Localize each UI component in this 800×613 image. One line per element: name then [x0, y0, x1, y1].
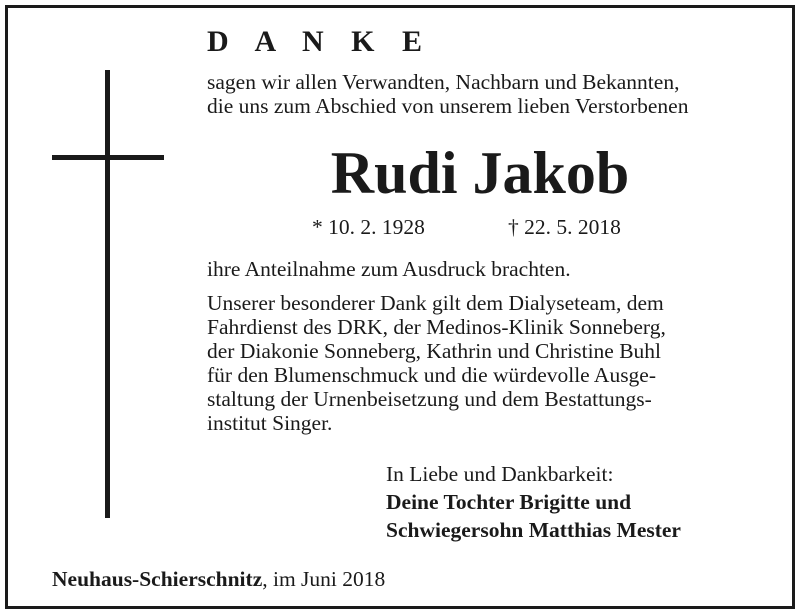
closing-block — [386, 460, 681, 544]
thanks-line: für den Blumenschmuck und die würdevolle Ausge- — [207, 363, 657, 387]
thanks-line: Fahrdienst des DRK, der Medinos-Klinik Sonneberg, — [207, 315, 666, 339]
death-date: † 22. 5. 2018 — [508, 215, 621, 239]
thanks-line: staltung der Urnenbeisetzung und dem Bestattungs- — [207, 387, 652, 411]
intro-text — [207, 70, 767, 118]
notice-heading: D A N K E — [207, 25, 433, 58]
thanks-line: Unserer besonderer Dank gilt dem Dialyseteam, dem — [207, 291, 664, 315]
footer-date: , im Juni 2018 — [262, 567, 386, 591]
cross-horizontal-bar — [52, 155, 164, 160]
place-date-line — [52, 566, 385, 592]
thanks-line: institut Singer. — [207, 411, 333, 435]
intro-line: die uns zum Abschied von unserem lieben Verstorbenen — [207, 94, 689, 118]
signature-line: Schwiegersohn Matthias Mester — [386, 518, 681, 542]
signature-line: Deine Tochter Brigitte und — [386, 490, 632, 514]
closing-phrase: In Liebe und Dankbarkeit: — [386, 462, 614, 486]
birth-date: * 10. 2. 1928 — [312, 215, 425, 239]
intro-line: sagen wir allen Verwandten, Nachbarn und Bekannten, — [207, 70, 680, 94]
condolence-line: ihre Anteilnahme zum Ausdruck brachten. — [207, 257, 571, 281]
footer-place: Neuhaus-Schierschnitz — [52, 567, 263, 591]
cross-vertical-bar — [105, 70, 110, 518]
thanks-paragraph — [207, 291, 747, 435]
deceased-name: Rudi Jakob — [330, 140, 630, 206]
thanks-text — [207, 257, 747, 435]
thanks-line: der Diakonie Sonneberg, Kathrin und Christine Buhl — [207, 339, 662, 363]
